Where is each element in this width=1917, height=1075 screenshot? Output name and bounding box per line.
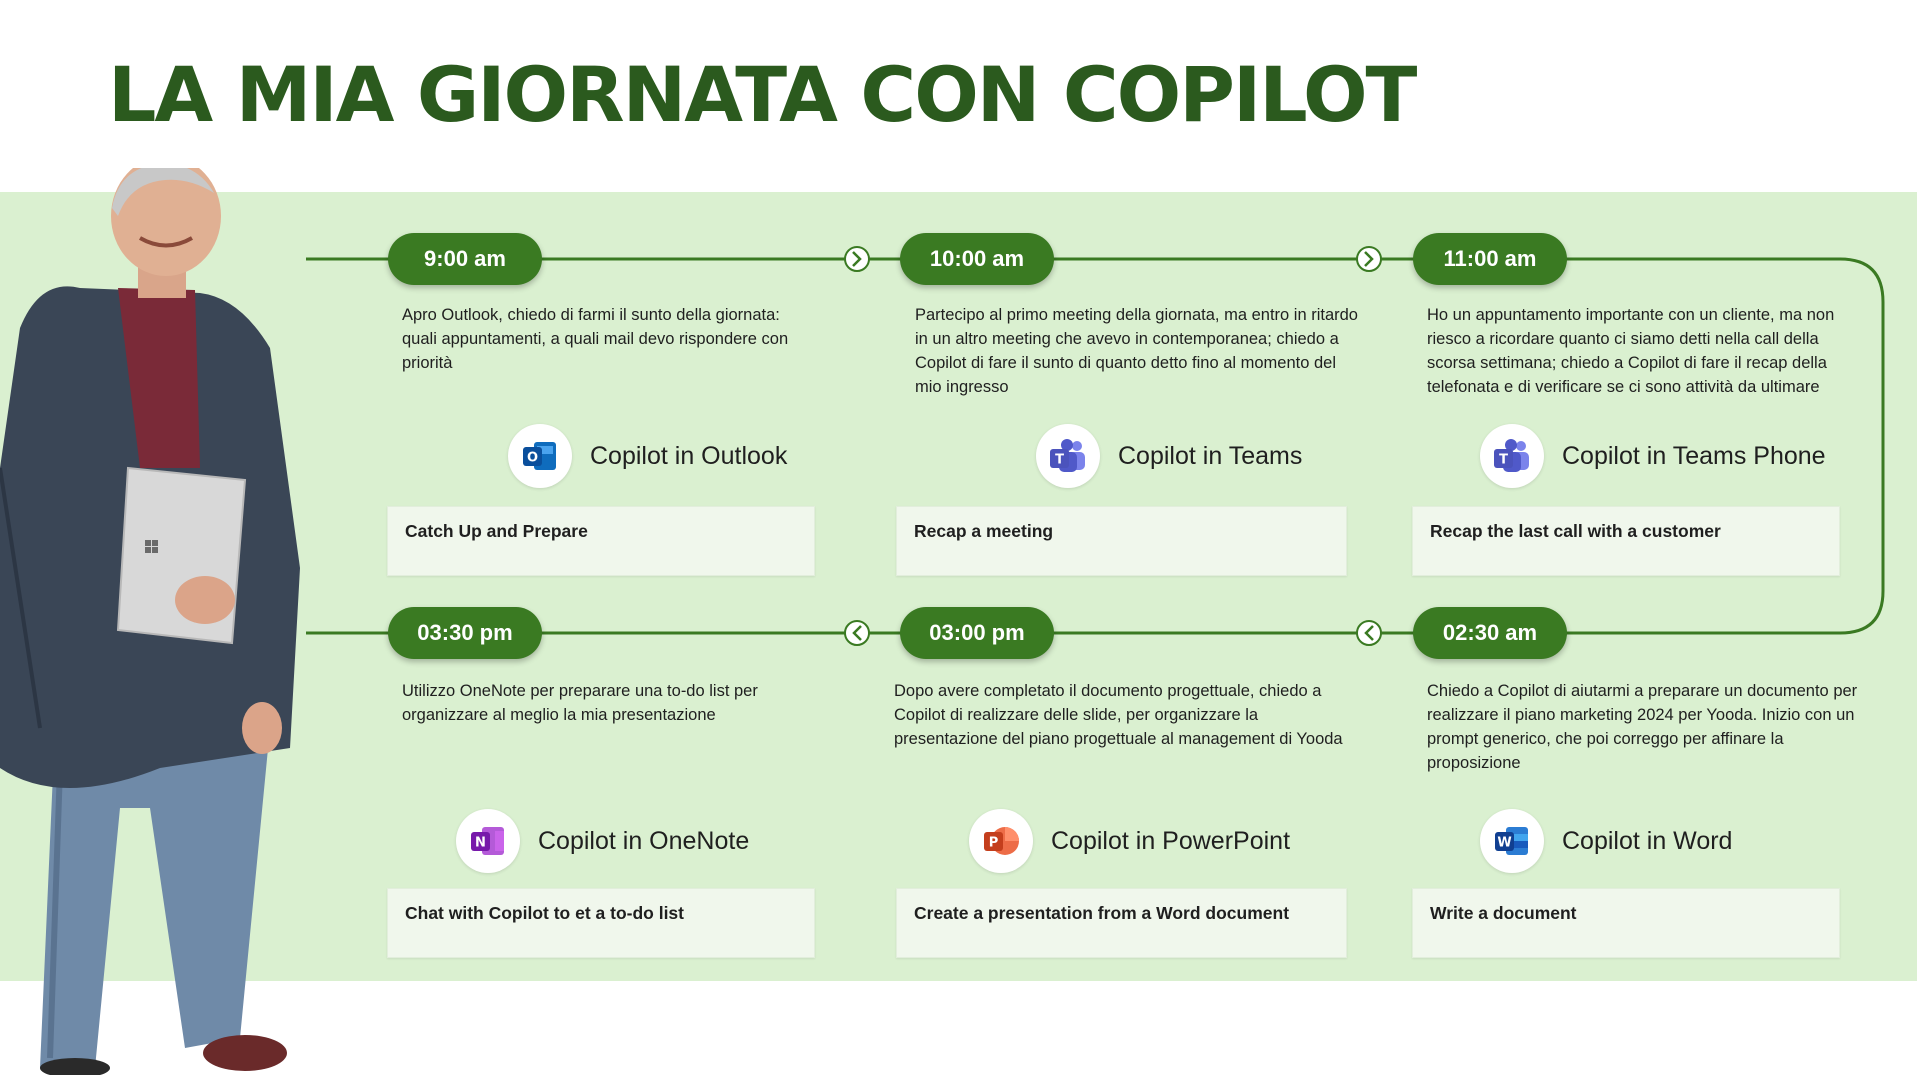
app-copilot-outlook[interactable] (508, 423, 787, 489)
word-icon (1480, 809, 1544, 873)
action-card-3[interactable]: Recap the last call with a customer (1412, 506, 1840, 576)
step-description-3: Ho un appuntamento importante con un cliente, ma non riesco a ricordare quanto ci siamo detti nella call della scorsa settimana; chiedo a Copilot di fare il recap della telefonata e di verificare se ci sono attività da ultimare (1427, 306, 1835, 396)
step-description-5: Dopo avere completato il documento progettuale, chiedo a Copilot di realizzare delle slide, per organizzare la presentazione del piano progettuale al management di Yooda (894, 682, 1343, 748)
teams-phone-icon (1480, 424, 1544, 488)
action-card-2[interactable]: Recap a meeting (896, 506, 1347, 576)
teams-icon (1036, 424, 1100, 488)
action-card-4[interactable]: Chat with Copilot to et a to-do list (387, 888, 815, 958)
app-copilot-onenote[interactable] (456, 808, 749, 874)
app-copilot-word[interactable] (1480, 808, 1732, 874)
app-name-outlook: Copilot in Outlook (590, 441, 788, 470)
time-pill-1: 9:00 am (388, 233, 542, 285)
powerpoint-icon (969, 809, 1033, 873)
onenote-icon (456, 809, 520, 873)
svg-text:T: T (1055, 452, 1064, 468)
prev-arrow-1[interactable] (1357, 621, 1381, 645)
svg-text:P: P (988, 835, 999, 851)
app-name-powerpoint: Copilot in PowerPoint (1051, 826, 1291, 855)
action-card-6[interactable]: Write a document (1412, 888, 1840, 958)
svg-text:O: O (526, 450, 539, 466)
prev-arrow-2[interactable] (845, 621, 869, 645)
app-name-onenote: Copilot in OneNote (538, 826, 750, 855)
app-name-word: Copilot in Word (1562, 826, 1733, 855)
step-description-1: Apro Outlook, chiedo di farmi il sunto della giornata: quali appuntamenti, a quali mail devo rispondere con priorità (402, 306, 789, 372)
time-pill-4: 03:30 pm (388, 607, 542, 659)
app-copilot-powerpoint[interactable] (969, 808, 1290, 874)
app-copilot-teams-phone[interactable] (1480, 423, 1826, 489)
time-pill-3: 11:00 am (1413, 233, 1567, 285)
next-arrow-1[interactable] (845, 247, 869, 271)
page-title: LA MIA GIORNATA CON COPILOT (108, 50, 1416, 139)
app-name-teams-phone: Copilot in Teams Phone (1562, 441, 1826, 470)
time-pill-6: 02:30 am (1413, 607, 1567, 659)
svg-text:T: T (1499, 452, 1508, 468)
app-name-teams: Copilot in Teams (1118, 441, 1303, 470)
presenter-person-icon (0, 168, 320, 1075)
time-pill-2: 10:00 am (900, 233, 1054, 285)
time-pill-5: 03:00 pm (900, 607, 1054, 659)
svg-text:N: N (475, 835, 486, 851)
step-description-2: Partecipo al primo meeting della giornata, ma entro in ritardo in un altro meeting che avevo in contemporanea; chiedo a Copilot di fare il sunto di quanto detto fino al momento del mio ingresso (915, 306, 1358, 396)
action-card-1[interactable]: Catch Up and Prepare (387, 506, 815, 576)
app-copilot-teams[interactable] (1036, 423, 1302, 489)
next-arrow-2[interactable] (1357, 247, 1381, 271)
action-card-5[interactable]: Create a presentation from a Word document (896, 888, 1347, 958)
step-description-6: Chiedo a Copilot di aiutarmi a preparare un documento per realizzare il piano marketing 2024 per Yooda. Inizio con un prompt generico, che poi correggo per affinare la proposizione (1427, 682, 1858, 772)
outlook-icon (508, 424, 572, 488)
svg-text:W: W (1497, 835, 1512, 851)
step-description-4: Utilizzo OneNote per preparare una to-do list per organizzare al meglio la mia presentazione (402, 682, 758, 724)
